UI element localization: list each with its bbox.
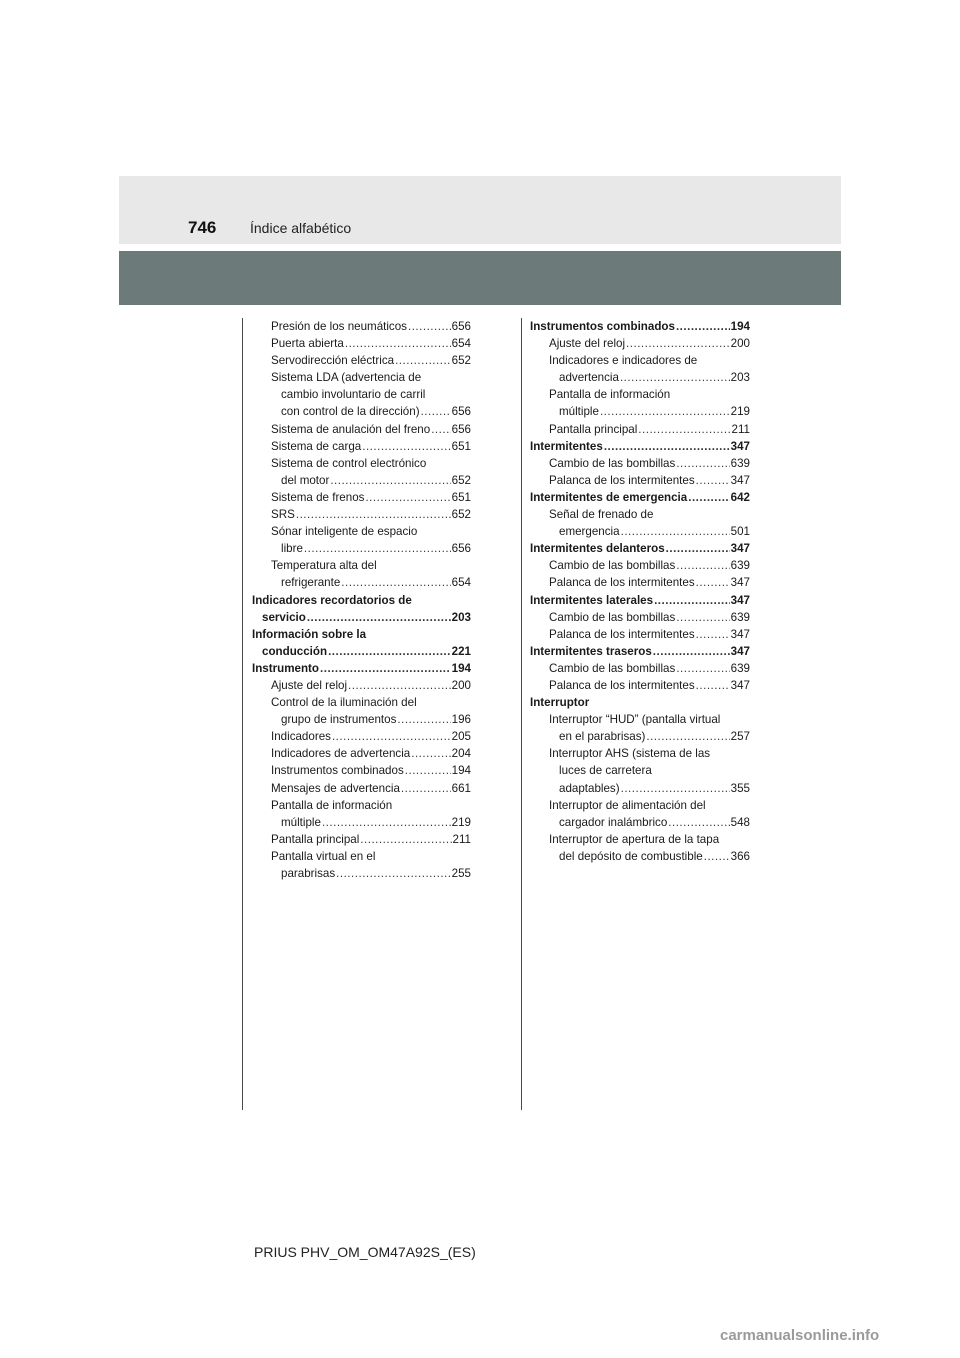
entry-page: 221 — [451, 644, 471, 658]
index-entry-text: Información sobre la — [252, 627, 367, 641]
entry-page: 203 — [730, 371, 750, 385]
entry-term: refrigerante — [281, 576, 341, 590]
entry-page: 347 — [730, 542, 750, 556]
index-entry — [252, 609, 471, 626]
index-entry — [530, 592, 750, 609]
entry-page: 200 — [451, 678, 471, 692]
entry-term: Sistema de carga — [271, 439, 362, 453]
entry-page: 196 — [451, 713, 471, 727]
entry-term: múltiple — [559, 405, 599, 419]
index-entry — [530, 814, 750, 831]
index-entry — [530, 472, 750, 489]
leader-dots — [696, 626, 730, 643]
leader-dots — [362, 438, 450, 455]
entry-page: 355 — [730, 781, 750, 795]
index-entry — [252, 506, 471, 523]
entry-term: Cambio de las bombillas — [549, 610, 676, 624]
entry-term: SRS — [271, 508, 295, 522]
entry-term: Instrumento — [252, 661, 319, 675]
entry-page: 642 — [730, 490, 750, 504]
index-entry — [252, 728, 471, 745]
entry-page: 651 — [451, 490, 471, 504]
index-column-left — [252, 318, 471, 882]
leader-dots — [431, 421, 450, 438]
header-band — [119, 176, 841, 244]
entry-term: Intermitentes traseros — [530, 644, 652, 658]
index-entry-text: luces de carretera — [559, 764, 652, 778]
leader-dots — [696, 677, 730, 694]
entry-term: grupo de instrumentos — [281, 713, 397, 727]
index-entry — [530, 780, 750, 797]
leader-dots — [676, 455, 729, 472]
entry-page: 651 — [451, 439, 471, 453]
entry-term: Intermitentes de emergencia — [530, 490, 688, 504]
entry-term: Cambio de las bombillas — [549, 559, 676, 573]
index-entry-text: Interruptor — [530, 696, 590, 710]
entry-term: Indicadores de advertencia — [271, 747, 411, 761]
column-divider-right — [521, 318, 522, 1110]
entry-term: Cambio de las bombillas — [549, 661, 676, 675]
leader-dots — [666, 540, 730, 557]
entry-term: Sistema de anulación del freno — [271, 422, 431, 436]
entry-page: 347 — [730, 644, 750, 658]
leader-dots — [405, 762, 451, 779]
entry-term: Indicadores — [271, 730, 331, 744]
entry-term: Ajuste del reloj — [549, 337, 626, 351]
index-entry-text: cambio involuntario de carril — [281, 388, 426, 402]
index-entry — [252, 762, 471, 779]
index-entry — [530, 557, 750, 574]
index-entry-text: Interruptor de alimentación del — [549, 798, 706, 812]
leader-dots — [341, 574, 450, 591]
entry-page: 219 — [730, 405, 750, 419]
entry-page: 656 — [451, 320, 471, 333]
entry-term: múltiple — [281, 815, 321, 829]
leader-dots — [676, 557, 729, 574]
entry-page: 200 — [730, 337, 750, 351]
leader-dots — [696, 472, 730, 489]
leader-dots — [688, 489, 729, 506]
entry-page: 654 — [451, 576, 471, 590]
index-entry — [530, 677, 750, 694]
leader-dots — [676, 609, 729, 626]
leader-dots — [604, 438, 730, 455]
index-entry — [252, 318, 471, 335]
index-entry-text: Pantalla de información — [271, 798, 393, 812]
entry-page: 219 — [451, 815, 471, 829]
leader-dots — [320, 660, 451, 677]
index-entry — [252, 745, 471, 762]
entry-page: 347 — [730, 439, 750, 453]
index-entry — [530, 848, 750, 865]
leader-dots — [328, 643, 451, 660]
index-entry — [252, 711, 471, 728]
entry-page: 211 — [452, 832, 471, 846]
leader-dots — [345, 335, 451, 352]
entry-page: 366 — [730, 849, 750, 863]
index-entry-text: Sistema LDA (advertencia de — [271, 371, 422, 385]
entry-term: Palanca de los intermitentes — [549, 627, 695, 641]
index-entry — [252, 865, 471, 882]
entry-page: 639 — [730, 661, 750, 675]
entry-term: Instrumentos combinados — [271, 764, 404, 778]
leader-dots — [322, 814, 451, 831]
entry-term: adaptables) — [559, 781, 620, 795]
index-entry — [530, 728, 750, 745]
entry-term: Presión de los neumáticos — [271, 320, 407, 333]
leader-dots — [696, 574, 730, 591]
leader-dots — [654, 592, 730, 609]
entry-page: 194 — [730, 320, 750, 333]
section-title: Índice alfabético — [250, 220, 352, 236]
leader-dots — [330, 472, 450, 489]
entry-term: Palanca de los intermitentes — [549, 576, 695, 590]
entry-page: 347 — [730, 473, 750, 487]
index-entry — [530, 660, 750, 677]
entry-page: 501 — [730, 525, 750, 539]
leader-dots — [704, 848, 730, 865]
leader-dots — [296, 506, 451, 523]
index-column-right — [530, 318, 750, 865]
column-divider-left — [242, 318, 243, 1110]
index-entry-text: Pantalla virtual en el — [271, 849, 376, 863]
index-entry — [530, 438, 750, 455]
index-entry — [252, 574, 471, 591]
leader-dots — [638, 421, 730, 438]
entry-term: Palanca de los intermitentes — [549, 473, 695, 487]
entry-term: Intermitentes laterales — [530, 593, 654, 607]
entry-term: Ajuste del reloj — [271, 678, 348, 692]
index-entry — [252, 831, 471, 848]
entry-term: con control de la dirección) — [281, 405, 420, 419]
entry-page: 347 — [730, 576, 750, 590]
leader-dots — [676, 660, 729, 677]
leader-dots — [365, 489, 450, 506]
index-entry — [252, 540, 471, 557]
entry-page: 257 — [730, 730, 750, 744]
leader-dots — [348, 677, 451, 694]
index-entry — [252, 660, 471, 677]
index-entry — [252, 352, 471, 369]
entry-term: advertencia — [559, 371, 619, 385]
entry-term: Puerta abierta — [271, 337, 344, 351]
entry-term: Sistema de frenos — [271, 490, 365, 504]
entry-page: 652 — [451, 508, 471, 522]
entry-term: del motor — [281, 473, 330, 487]
index-entry — [530, 643, 750, 660]
leader-dots — [653, 643, 730, 660]
index-entry-text: Indicadores recordatorios de — [252, 593, 412, 607]
entry-page: 656 — [451, 542, 471, 556]
index-entry — [530, 335, 750, 352]
entry-page: 204 — [451, 747, 471, 761]
index-entry — [530, 574, 750, 591]
leader-dots — [401, 780, 451, 797]
entry-page: 548 — [730, 815, 750, 829]
index-entry — [252, 489, 471, 506]
index-entry — [252, 814, 471, 831]
index-entry — [530, 523, 750, 540]
entry-page: 639 — [730, 456, 750, 470]
leader-dots — [408, 318, 451, 335]
index-entry — [530, 540, 750, 557]
entry-page: 255 — [451, 867, 471, 880]
index-entry — [252, 421, 471, 438]
leader-dots — [600, 403, 730, 420]
entry-page: 639 — [730, 559, 750, 573]
entry-term: Cambio de las bombillas — [549, 456, 676, 470]
index-entry — [252, 403, 471, 420]
index-entry — [252, 472, 471, 489]
index-entry-text: Interruptor “HUD” (pantalla virtual — [549, 713, 721, 727]
entry-page: 661 — [451, 781, 471, 795]
entry-page: 194 — [451, 764, 471, 778]
index-entry-text: Sistema de control electrónico — [271, 456, 427, 470]
index-entry-text: Indicadores e indicadores de — [549, 354, 698, 368]
leader-dots — [336, 865, 451, 882]
entry-term: Servodirección eléctrica — [271, 354, 395, 368]
leader-dots — [626, 335, 730, 352]
leader-dots — [304, 540, 451, 557]
entry-page: 639 — [730, 610, 750, 624]
index-entry — [252, 677, 471, 694]
index-entry — [530, 626, 750, 643]
index-entry-text: Señal de frenado de — [549, 508, 654, 522]
index-entry — [530, 489, 750, 506]
entry-term: Instrumentos combinados — [530, 320, 675, 333]
entry-term: Mensajes de advertencia — [271, 781, 400, 795]
index-entry — [530, 318, 750, 335]
index-entry-text: Pantalla de información — [549, 388, 671, 402]
index-entry-text: Interruptor AHS (sistema de las — [549, 747, 711, 761]
leader-dots — [360, 831, 451, 848]
entry-page: 211 — [731, 422, 750, 436]
entry-term: Pantalla principal — [271, 832, 360, 846]
entry-term: parabrisas — [281, 867, 336, 880]
leader-dots — [411, 745, 450, 762]
leader-dots — [397, 711, 450, 728]
leader-dots — [621, 523, 730, 540]
entry-term: cargador inalámbrico — [559, 815, 668, 829]
entry-term: libre — [281, 542, 303, 556]
entry-term: servicio — [262, 610, 306, 624]
index-entry — [252, 643, 471, 660]
leader-dots — [332, 728, 451, 745]
entry-page: 654 — [451, 337, 471, 351]
entry-term: del depósito de combustible — [559, 849, 703, 863]
page-number: 746 — [188, 218, 217, 237]
entry-page: 194 — [451, 661, 471, 675]
index-entry — [252, 780, 471, 797]
index-entry-text: Temperatura alta del — [271, 559, 377, 573]
entry-term: Intermitentes delanteros — [530, 542, 665, 556]
index-entry — [530, 609, 750, 626]
section-banner — [119, 251, 841, 305]
entry-page: 205 — [451, 730, 471, 744]
leader-dots — [421, 403, 451, 420]
index-entry — [530, 421, 750, 438]
leader-dots — [646, 728, 729, 745]
entry-term: Palanca de los intermitentes — [549, 678, 695, 692]
leader-dots — [395, 352, 451, 369]
entry-term: Pantalla principal — [549, 422, 638, 436]
entry-page: 203 — [451, 610, 471, 624]
entry-page: 347 — [730, 593, 750, 607]
index-entry — [530, 455, 750, 472]
entry-term: en el parabrisas) — [559, 730, 646, 744]
index-entry — [252, 335, 471, 352]
entry-term: conducción — [262, 644, 328, 658]
entry-page: 656 — [451, 405, 471, 419]
watermark: carmanualsonline.info — [720, 1327, 880, 1344]
index-entry-text: Interruptor de apertura de la tapa — [549, 832, 720, 846]
index-entry — [530, 369, 750, 386]
index-entry — [252, 438, 471, 455]
leader-dots — [307, 609, 451, 626]
entry-term: Intermitentes — [530, 439, 603, 453]
leader-dots — [676, 318, 730, 335]
leader-dots — [668, 814, 729, 831]
index-entry-text: Sónar inteligente de espacio — [271, 525, 418, 539]
entry-page: 347 — [730, 627, 750, 641]
entry-page: 347 — [730, 678, 750, 692]
entry-page: 652 — [451, 473, 471, 487]
manual-code: PRIUS PHV_OM_OM47A92S_(ES) — [254, 1244, 476, 1260]
entry-page: 656 — [451, 422, 471, 436]
index-entry-text: Control de la iluminación del — [271, 696, 417, 710]
leader-dots — [621, 780, 730, 797]
leader-dots — [620, 369, 730, 386]
entry-page: 652 — [451, 354, 471, 368]
index-entry — [530, 403, 750, 420]
entry-term: emergencia — [559, 525, 620, 539]
